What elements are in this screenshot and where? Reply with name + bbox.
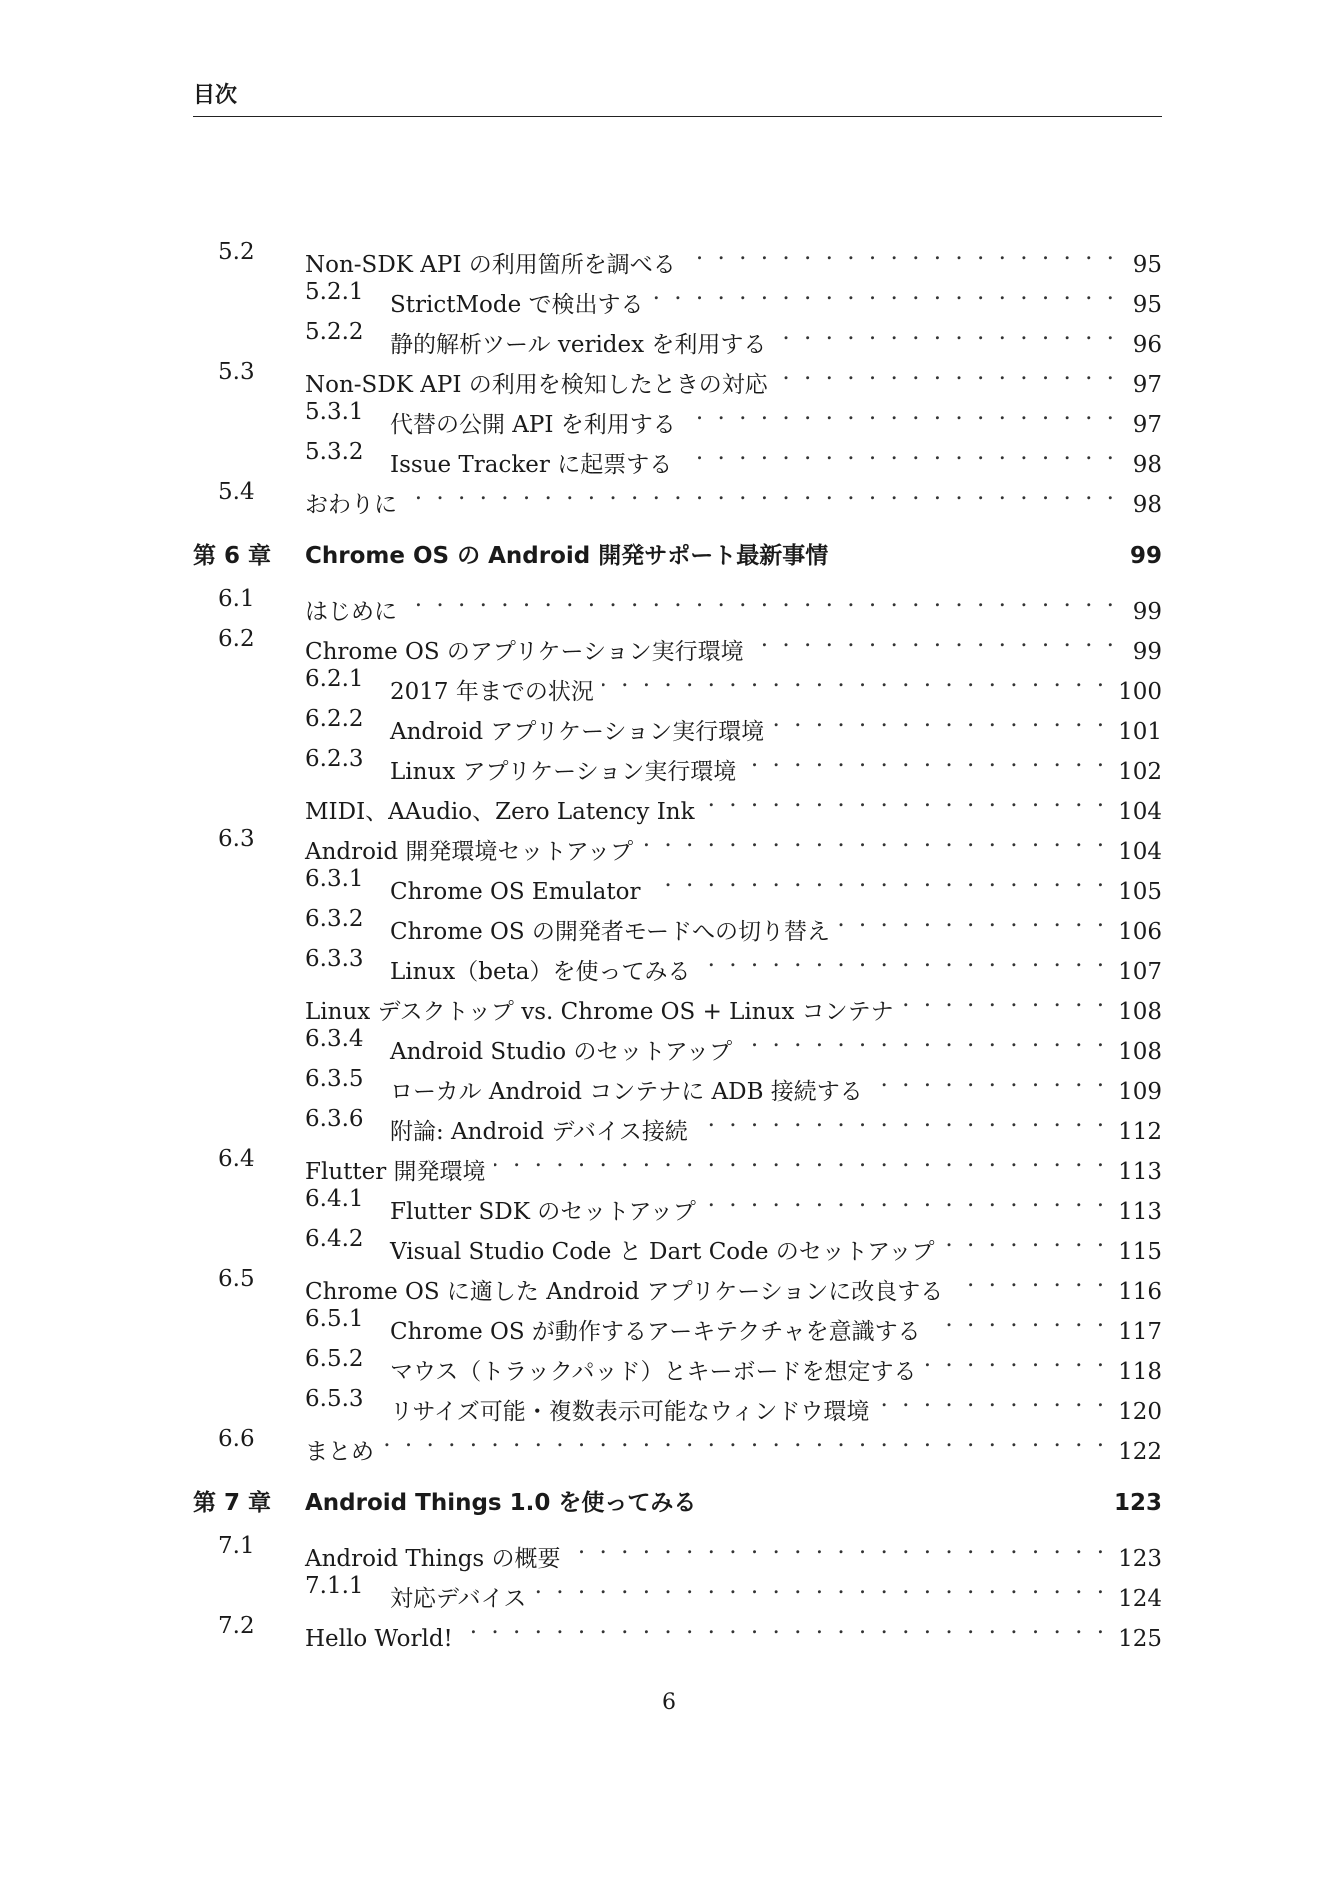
toc-dot-leader [652,272,1114,312]
page-header [193,78,1162,117]
toc-dot-leader [648,859,1104,899]
toc-dot-leader [641,819,1104,859]
toc-entry[interactable] [193,352,1162,398]
toc-entry-page: 123 [1113,1490,1162,1516]
toc-entry-title: 静的解析ツール veridex を利用する [390,332,767,358]
toc-entry[interactable] [193,1339,1162,1385]
toc-chapter-entry[interactable] [193,533,1162,579]
toc-entry-page: 100 [1118,679,1162,705]
toc-entry-number: 7.1.1 [305,1573,364,1599]
toc-dot-leader [684,232,1114,272]
toc-entry-number: 6.3.2 [305,906,364,932]
toc-entry-number: 5.3 [218,359,255,385]
toc-entry-page: 108 [1118,1039,1162,1065]
toc-entry-line [305,472,1162,525]
toc-entry-title: Issue Tracker に起票する [390,452,673,478]
toc-entry[interactable] [193,1059,1162,1105]
toc-entry-page: 95 [1132,292,1162,318]
toc-entry-title: ローカル Android コンテナに ADB 接続する [390,1079,863,1105]
toc-entry-title: Hello World! [305,1626,453,1652]
page-number: 6 [662,1690,676,1715]
toc-entry-page: 112 [1118,1119,1162,1145]
toc-dot-leader [382,1419,1104,1459]
toc-entry-number: 第 7 章 [193,1490,272,1516]
toc-entry[interactable] [193,619,1162,665]
toc-dot-leader [703,779,1105,819]
toc-entry-page: 99 [1132,599,1162,625]
toc-entry[interactable] [193,1419,1162,1465]
toc-dot-leader [752,619,1114,659]
toc-entry-number: 6.2.1 [305,666,364,692]
toc-entry[interactable] [193,232,1162,278]
toc-entry-title: Non-SDK API の利用箇所を調べる [305,252,676,278]
toc-entry-page: 123 [1118,1546,1162,1572]
toc-dot-leader [929,1299,1104,1339]
toc-entry-title: Chrome OS の開発者モードへの切り替え [390,919,830,945]
toc-entry-title: Chrome OS が動作するアーキテクチャを意識する [390,1319,921,1345]
toc-dot-leader [704,1179,1104,1219]
toc-entry-title: Linux アプリケーション実行環境 [390,759,737,785]
toc-entry-page: 113 [1118,1159,1162,1185]
toc-entry-title: 附論: Android デバイス接続 [390,1119,688,1145]
toc-entry[interactable] [193,392,1162,438]
toc-entry-page: 98 [1132,492,1162,518]
toc-entry-title: Flutter 開発環境 [305,1159,486,1185]
toc-entry-number: 6.4.2 [305,1226,364,1252]
toc-entry[interactable] [193,1526,1162,1572]
toc-entry-number: 第 6 章 [193,543,272,569]
toc-entry-number: 6.3.5 [305,1066,364,1092]
toc-entry-page: 97 [1132,372,1162,398]
toc-entry-number: 6.5.1 [305,1306,364,1332]
toc-entry-title: Android 開発環境セットアップ [305,839,634,865]
toc-entry-title: はじめに [305,599,397,625]
toc-dot-leader [772,699,1104,739]
table-of-contents [193,232,1162,1652]
toc-dot-leader [871,1059,1104,1099]
toc-dot-leader [774,312,1114,352]
toc-dot-leader [602,659,1104,699]
toc-entry-page: 102 [1118,759,1162,785]
toc-entry-line [305,1419,1162,1472]
toc-entry-number: 6.3.1 [305,866,364,892]
toc-entry-page: 115 [1118,1239,1162,1265]
toc-entry-title: Android Things 1.0 を使ってみる [305,1490,697,1516]
toc-entry[interactable] [193,1259,1162,1305]
toc-entry-page: 105 [1118,879,1162,905]
toc-dot-leader [569,1526,1105,1566]
toc-entry-page: 97 [1132,412,1162,438]
toc-entry-title: Flutter SDK のセットアップ [390,1199,696,1225]
toc-entry-page: 104 [1118,839,1162,865]
toc-entry-title: おわりに [305,492,397,518]
toc-entry-title: Linux デスクトップ vs. Chrome OS + Linux コンテナ [305,999,894,1025]
toc-entry[interactable] [193,1019,1162,1065]
toc-dot-leader [405,579,1114,619]
toc-entry-title: Android Studio のセットアップ [390,1039,733,1065]
toc-entry-number: 6.5 [218,1266,255,1292]
toc-entry[interactable] [193,699,1162,745]
toc-dot-leader [740,1019,1104,1059]
toc-entry-page: 99 [1132,639,1162,665]
toc-entry-page: 113 [1118,1199,1162,1225]
toc-dot-leader [776,352,1114,392]
toc-entry-page: 98 [1132,452,1162,478]
toc-entry-title: Linux（beta）を使ってみる [390,959,691,985]
toc-entry[interactable] [193,819,1162,865]
toc-entry-number: 6.4.1 [305,1186,364,1212]
toc-entry[interactable] [193,859,1162,905]
toc-entry[interactable] [193,312,1162,358]
toc-entry[interactable] [193,1379,1162,1425]
toc-dot-leader [902,979,1104,1019]
toc-entry-title: Chrome OS の Android 開発サポート最新事情 [305,543,829,569]
toc-entry-title: Android アプリケーション実行環境 [390,719,765,745]
toc-dot-leader [744,739,1104,779]
toc-entry[interactable] [193,739,1162,785]
toc-entry[interactable] [193,1139,1162,1185]
toc-entry-title: Visual Studio Code と Dart Code のセットアップ [390,1239,935,1265]
toc-entry-title: Android Things の概要 [305,1546,561,1572]
page-title: 目次 [193,83,238,108]
toc-dot-leader [684,392,1114,432]
toc-entry-page: 118 [1118,1359,1162,1385]
toc-entry-title: StrictMode で検出する [390,292,644,318]
toc-entry-number: 6.1 [218,586,255,612]
toc-entry-page: 116 [1118,1279,1162,1305]
toc-dot-leader [699,939,1105,979]
toc-entry-number: 6.3.4 [305,1026,364,1052]
toc-entry-number: 6.6 [218,1426,255,1452]
toc-entry-page: 107 [1118,959,1162,985]
toc-entry[interactable] [193,579,1162,625]
toc-entry-line [305,1606,1162,1659]
toc-entry-number: 6.2.3 [305,746,364,772]
toc-dot-leader [838,899,1104,939]
toc-entry-page: 120 [1118,1399,1162,1425]
toc-chapter-entry[interactable] [193,1480,1162,1526]
toc-entry-page: 104 [1118,799,1162,825]
toc-entry-page: 96 [1132,332,1162,358]
toc-dot-leader [696,1099,1104,1139]
toc-entry-page: 99 [1129,543,1162,569]
toc-entry[interactable] [193,1566,1162,1612]
toc-dot-leader [680,432,1114,472]
toc-entry-page: 117 [1118,1319,1162,1345]
toc-entry-number: 6.3 [218,826,255,852]
toc-entry-number: 6.5.3 [305,1386,364,1412]
toc-entry-number: 6.3.3 [305,946,364,972]
toc-entry-number: 5.4 [218,479,255,505]
toc-entry-number: 5.3.1 [305,399,364,425]
toc-dot-leader [877,1379,1104,1419]
toc-entry-number: 7.1 [218,1533,255,1559]
toc-entry-number: 6.3.6 [305,1106,364,1132]
toc-entry-page: 106 [1118,919,1162,945]
toc-dot-leader [405,472,1114,512]
toc-entry-page: 108 [1118,999,1162,1025]
toc-entry[interactable] [193,899,1162,945]
toc-entry[interactable] [193,1179,1162,1225]
toc-entry-number: 5.2.2 [305,319,364,345]
toc-dot-leader [461,1606,1104,1646]
toc-entry-title: Chrome OS に適した Android アプリケーションに改良する [305,1279,944,1305]
toc-entry[interactable] [193,472,1162,518]
toc-entry-page: 109 [1118,1079,1162,1105]
toc-entry[interactable] [193,1219,1162,1265]
toc-entry[interactable] [193,272,1162,318]
toc-entry-title: まとめ [305,1439,374,1465]
toc-entry-line [305,1480,1162,1526]
toc-entry[interactable] [193,1099,1162,1145]
toc-entry-title: 対応デバイス [390,1586,527,1612]
toc-entry-title: リサイズ可能・複数表示可能なウィンドウ環境 [390,1399,870,1425]
toc-entry-page: 124 [1118,1586,1162,1612]
toc-entry-page: 101 [1118,719,1162,745]
toc-entry[interactable] [193,659,1162,705]
toc-entry-title: マウス（トラックパッド）とキーボードを想定する [390,1359,917,1385]
toc-entry-title: Chrome OS のアプリケーション実行環境 [305,639,744,665]
toc-entry[interactable] [193,979,1162,1025]
toc-entry[interactable] [193,1606,1162,1652]
toc-dot-leader [494,1139,1105,1179]
toc-dot-leader [943,1219,1105,1259]
toc-entry[interactable] [193,779,1162,825]
toc-entry[interactable] [193,432,1162,478]
toc-entry-title: Non-SDK API の利用を検知したときの対応 [305,372,768,398]
toc-entry-number: 5.3.2 [305,439,364,465]
toc-entry-number: 6.2.2 [305,706,364,732]
toc-entry[interactable] [193,1299,1162,1345]
toc-entry-number: 7.2 [218,1613,255,1639]
toc-entry-number: 6.5.2 [305,1346,364,1372]
toc-entry-title: 2017 年までの状況 [390,679,594,705]
toc-entry-number: 6.4 [218,1146,255,1172]
toc-entry-page: 122 [1118,1439,1162,1465]
toc-entry-title: MIDI、AAudio、Zero Latency Ink [305,799,695,825]
toc-entry-title: 代替の公開 API を利用する [390,412,676,438]
toc-entry[interactable] [193,939,1162,985]
toc-entry-number: 6.2 [218,626,255,652]
toc-entry-number: 5.2.1 [305,279,364,305]
toc-entry-title: Chrome OS Emulator [390,879,641,905]
toc-dot-leader [924,1339,1104,1379]
toc-entry-number: 5.2 [218,239,255,265]
toc-dot-leader [951,1259,1104,1299]
toc-entry-page: 125 [1118,1626,1162,1652]
toc-entry-page: 95 [1132,252,1162,278]
toc-entry-line [305,533,1162,579]
toc-dot-leader [534,1566,1104,1606]
